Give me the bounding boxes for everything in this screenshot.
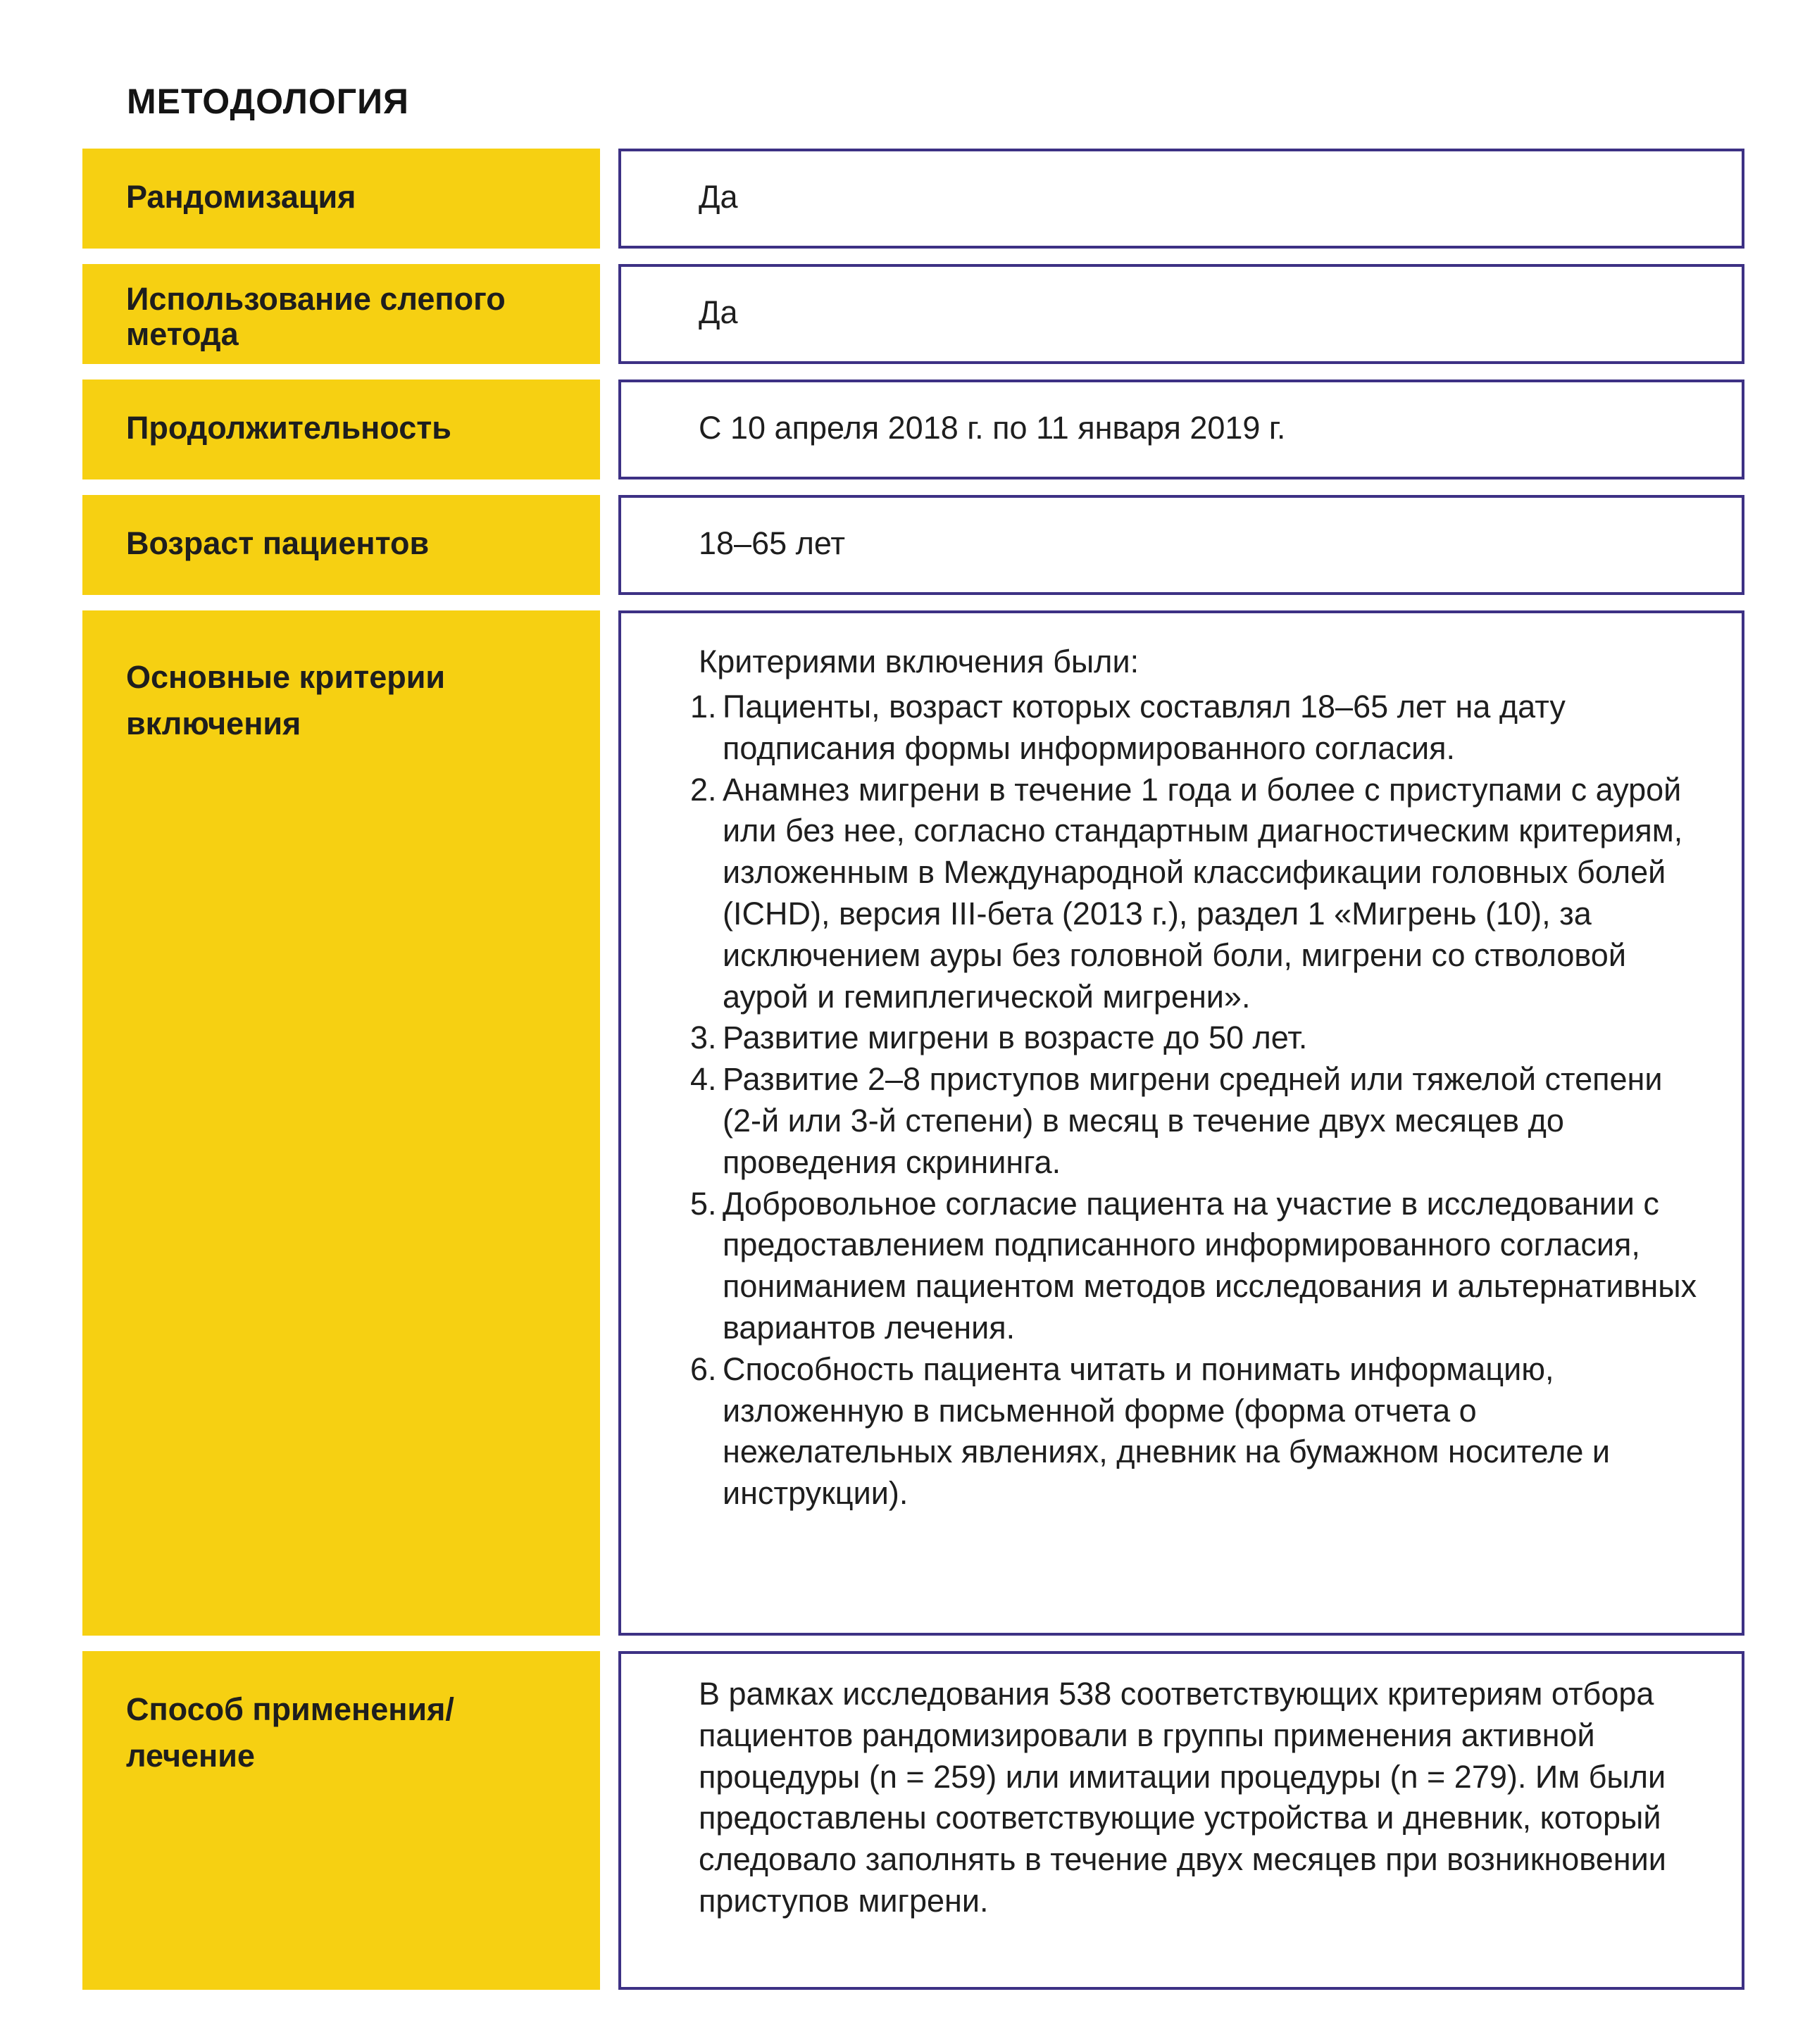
list-item xyxy=(690,770,1706,1018)
list-item-number: 6. xyxy=(690,1350,717,1387)
row-value-text: С 10 апреля 2018 г. по 11 января 2019 г. xyxy=(699,410,1286,446)
list-item-number: 1. xyxy=(690,689,717,725)
row-value-inclusion-criteria xyxy=(618,610,1744,1636)
list-item-text: Добровольное согласие пациента на участие в исследовании с предоставлением подписанного информированного согласия, пониманием пациентом методов исследования и альтернативных вариантов лечения. xyxy=(723,1185,1697,1346)
list-item-number: 3. xyxy=(690,1020,717,1056)
criteria-intro: Критериями включения были: xyxy=(699,644,1139,679)
criteria-list xyxy=(690,686,1706,1515)
row-label-text: Способ применения/ лечение xyxy=(126,1691,454,1774)
row-label-patient-age xyxy=(82,495,600,595)
list-item-text: Развитие мигрени в возрасте до 50 лет. xyxy=(723,1020,1308,1056)
page-title: МЕТОДОЛОГИЯ xyxy=(127,82,409,121)
row-label-text: Возраст пациентов xyxy=(126,525,430,561)
row-label-inclusion-criteria xyxy=(82,610,600,1636)
list-item-number: 2. xyxy=(690,771,717,808)
row-value-text: Да xyxy=(699,294,738,330)
list-item-text: Развитие 2–8 приступов мигрени средней или тяжелой степени (2-й или 3-й степени) в месяц в течение двух месяцев до проведения скрининга. xyxy=(723,1061,1663,1180)
row-label-blinding xyxy=(82,264,600,364)
list-item xyxy=(690,1184,1706,1349)
method-text: В рамках исследования 538 соответствующих критериям отбора пациентов рандомизировали в группы применения активной процедуры (n = 259) или имитации процедуры (n = 279). Им были предоставлены соответствующие устройства и дневник, который следовало заполнять в течение двух месяцев при возникновении приступов мигрени. xyxy=(699,1676,1666,1919)
row-value-text: Да xyxy=(699,179,738,215)
row-label-method xyxy=(82,1651,600,1990)
row-value-blinding xyxy=(618,264,1744,364)
list-item xyxy=(690,1059,1706,1183)
list-item-text: Анамнез мигрени в течение 1 года и более с приступами с аурой или без нее, согласно стандартным диагностическим критериям, изложенным в Международной классификации головных болей (ICHD), версия III-бета (2013 г.), раздел 1 «Мигрень (10), за исключением ауры без головной боли, мигрени со стволовой аурой и гемиплегической мигрени». xyxy=(723,771,1683,1015)
row-label-text: Использование слепого метода xyxy=(126,281,506,352)
row-label-text: Рандомизация xyxy=(126,179,356,215)
list-item xyxy=(690,1017,1706,1059)
list-item-text: Способность пациента читать и понимать информацию, изложенную в письменной форме (форма отчета о нежелательных явлениях, дневник на бумажном носителе и инструкции). xyxy=(723,1350,1611,1512)
row-label-text: Основные критерии включения xyxy=(126,659,446,741)
list-item-number: 5. xyxy=(690,1185,717,1222)
row-label-text: Продолжительность xyxy=(126,410,451,446)
row-value-text: 18–65 лет xyxy=(699,525,846,561)
row-value-randomization xyxy=(618,149,1744,249)
list-item xyxy=(690,686,1706,770)
list-item xyxy=(690,1349,1706,1515)
row-label-randomization xyxy=(82,149,600,249)
list-item-number: 4. xyxy=(690,1061,717,1098)
row-value-duration xyxy=(618,380,1744,479)
list-item-text: Пациенты, возраст которых составлял 18–65 лет на дату подписания формы информированного согласия. xyxy=(723,689,1566,766)
row-value-method xyxy=(618,1651,1744,1990)
row-label-duration xyxy=(82,380,600,479)
row-value-patient-age xyxy=(618,495,1744,595)
